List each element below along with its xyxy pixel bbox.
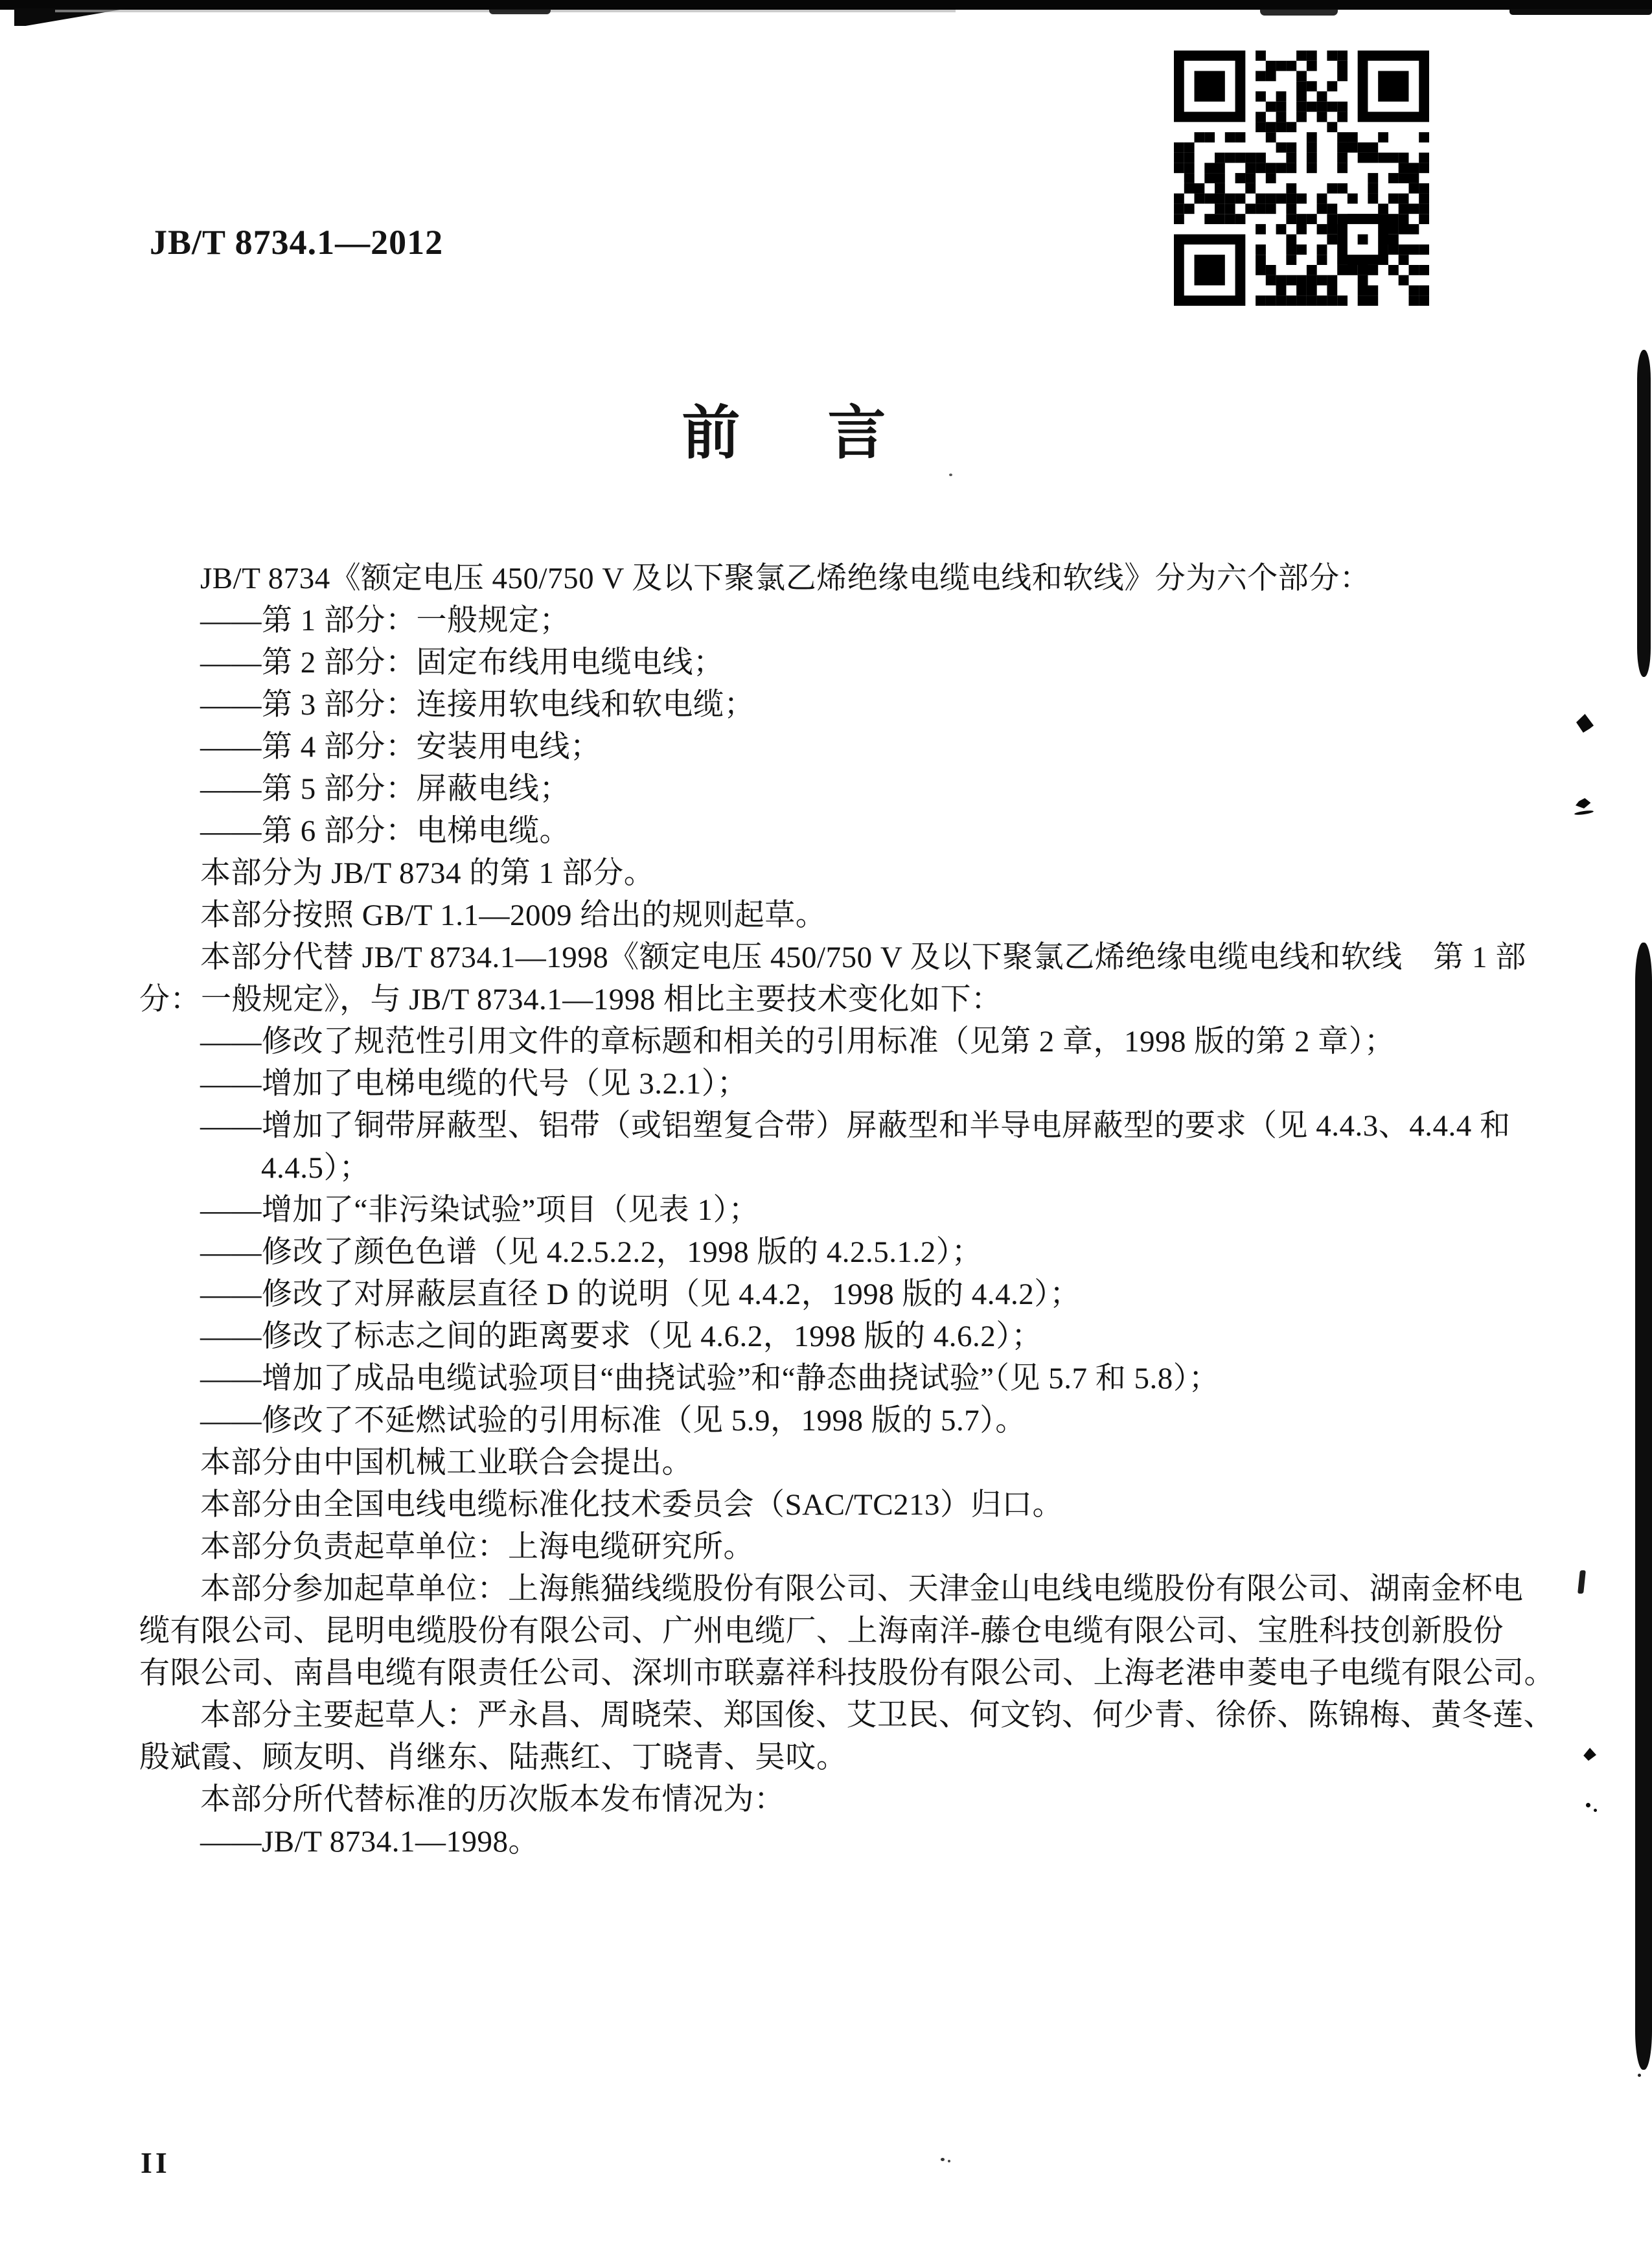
text-line: ——增加了电梯电缆的代号（见 3.2.1）； xyxy=(200,1067,748,1101)
text-line: ——第 4 部分：安装用电线； xyxy=(200,730,601,764)
text-line: ——修改了颜色色谱（见 4.2.5.2.2，1998 版的 4.2.5.1.2）； xyxy=(200,1235,983,1269)
text-line: ——第 5 部分：屏蔽电线； xyxy=(200,772,570,806)
text-line: ——第 2 部分：固定布线用电缆电线； xyxy=(200,646,724,680)
text-line: 本部分代替 JB/T 8734.1—1998《额定电压 450/750 V 及以下聚氯乙烯绝缘电缆电线和软线 第 1 部 xyxy=(200,941,1526,974)
text-line: 分：一般规定》，与 JB/T 8734.1—1998 相比主要技术变化如下： xyxy=(139,983,1002,1016)
ink-speck xyxy=(948,2160,950,2162)
title-char-2: 言 xyxy=(827,402,886,466)
text-line: 殷斌霞、顾友明、肖继东、陆燕红、丁晓青、吴呅。 xyxy=(139,1741,847,1774)
text-line: ——增加了铜带屏蔽型、铝带（或铝塑复合带）屏蔽型和半导电屏蔽型的要求（见 4.4.3、4.4.4 和 xyxy=(200,1109,1511,1143)
text-line: 4.4.5）； xyxy=(261,1151,370,1185)
text-line: ——修改了对屏蔽层直径 D 的说明（见 4.4.2，1998 版的 4.4.2）； xyxy=(200,1277,1081,1311)
text-line: ——第 6 部分：电梯电缆。 xyxy=(200,814,570,848)
text-line: 本部分所代替标准的历次版本发布情况为： xyxy=(200,1783,785,1816)
text-line: 本部分为 JB/T 8734 的第 1 部分。 xyxy=(200,856,655,890)
title-char-1: 前 xyxy=(682,402,740,466)
text-line: 本部分按照 GB/T 1.1—2009 给出的规则起草。 xyxy=(200,899,827,932)
text-line: ——JB/T 8734.1—1998。 xyxy=(200,1825,540,1859)
page-number: II xyxy=(141,2146,170,2179)
foreword-body xyxy=(139,558,1603,1863)
scan-top-edge xyxy=(0,0,1652,10)
text-line: 本部分由中国机械工业联合会提出。 xyxy=(200,1446,693,1480)
text-line: ——第 1 部分：一般规定； xyxy=(200,604,570,637)
text-line: ——修改了规范性引用文件的章标题和相关的引用标准（见第 2 章，1998 版的第 2 章）； xyxy=(200,1025,1395,1059)
ink-speck xyxy=(1638,2074,1641,2077)
scan-edge-artifact xyxy=(489,9,551,14)
qr-code-icon xyxy=(1174,51,1429,306)
ink-speck xyxy=(949,474,952,476)
text-line: ——修改了不延燃试验的引用标准（见 5.9，1998 版的 5.7）。 xyxy=(200,1404,1026,1438)
scan-right-edge xyxy=(1635,943,1652,2070)
ink-speck xyxy=(1586,1803,1590,1807)
text-line: 本部分主要起草人：严永昌、周晓荣、郑国俊、艾卫民、何文钧、何少青、徐侨、陈锦梅、黄冬莲、 xyxy=(200,1699,1554,1732)
page-title xyxy=(97,398,1471,470)
ink-speck xyxy=(1594,1809,1597,1812)
scan-right-edge xyxy=(1637,350,1651,677)
text-line: 缆有限公司、昆明电缆股份有限公司、广州电缆厂、上海南洋-藤仓电缆有限公司、宝胜科技创新股份 xyxy=(139,1614,1504,1648)
text-line: ——修改了标志之间的距离要求（见 4.6.2，1998 版的 4.6.2）； xyxy=(200,1320,1042,1353)
scan-edge-artifact xyxy=(1509,9,1652,15)
text-line: ——第 3 部分：连接用软电线和软电缆； xyxy=(200,688,755,722)
text-line: 本部分由全国电线电缆标准化技术委员会（SAC/TC213）归口。 xyxy=(200,1488,1064,1522)
text-line: 有限公司、南昌电缆有限责任公司、深圳市联嘉祥科技股份有限公司、上海老港申菱电子电缆有限公司。 xyxy=(139,1656,1555,1690)
text-line: ——增加了“非污染试验”项目（见表 1）； xyxy=(200,1193,759,1227)
text-line: ——增加了成品电缆试验项目“曲挠试验”和“静态曲挠试验”（见 5.7 和 5.8）； xyxy=(200,1362,1220,1395)
text-line: JB/T 8734《额定电压 450/750 V 及以下聚氯乙烯绝缘电缆电线和软线》分为六个部分： xyxy=(200,562,1371,595)
standard-number: JB/T 8734.1—2012 xyxy=(150,223,444,262)
text-line: 本部分参加起草单位：上海熊猫线缆股份有限公司、天津金山电线电缆股份有限公司、湖南金杯电 xyxy=(200,1572,1524,1606)
ink-speck xyxy=(941,2158,945,2161)
text-line: 本部分负责起草单位：上海电缆研究所。 xyxy=(200,1530,754,1564)
scan-edge-artifact xyxy=(1260,9,1338,16)
